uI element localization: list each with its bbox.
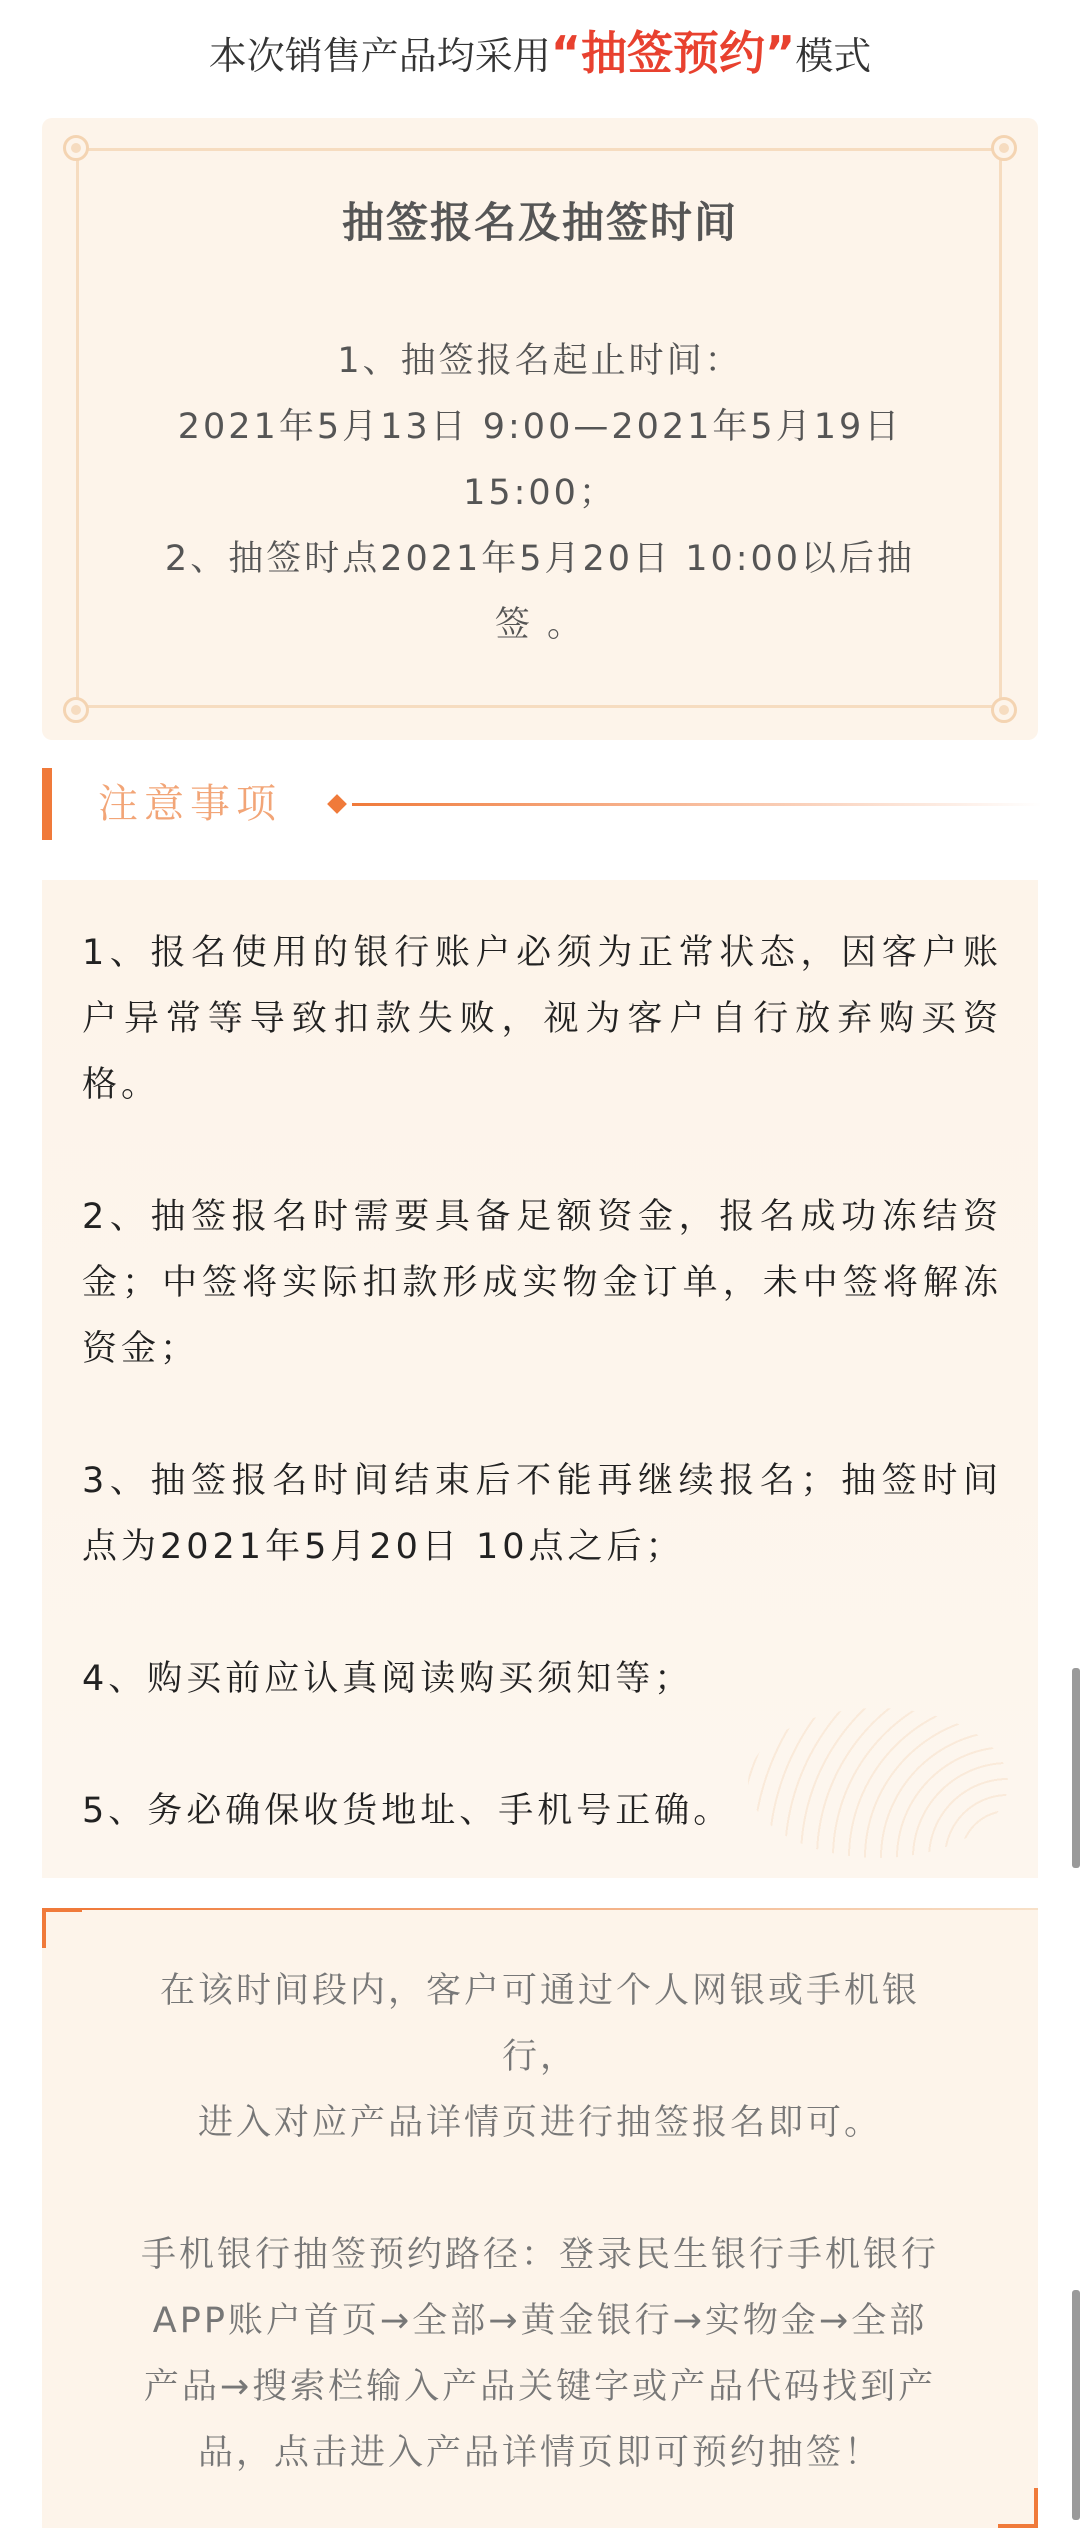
schedule-line: 15:00； xyxy=(463,473,617,513)
schedule-line: 2、抽签时点2021年5月20日 10:00以后抽 xyxy=(164,539,916,579)
headline-accent: “抽签预约” xyxy=(550,26,796,80)
scrollbar-thumb[interactable] xyxy=(1072,1668,1080,1868)
corner-bracket-icon xyxy=(998,2488,1038,2528)
corner-ornament-icon xyxy=(63,135,89,161)
corner-ornament-icon xyxy=(63,697,89,723)
instructions-line: APP账户首页→全部→黄金银行→实物金→全部 xyxy=(152,2301,928,2341)
notice-item: 3、抽签报名时间结束后不能再继续报名；抽签时间点为2021年5月20日 10点之后； xyxy=(82,1461,1002,1567)
corner-ornament-icon xyxy=(991,697,1017,723)
heading-divider xyxy=(352,803,1042,806)
headline-suffix: 模式 xyxy=(795,34,872,78)
instructions-line: 手机银行抽签预约路径：登录民生银行手机银行 xyxy=(140,2235,939,2275)
wave-decoration xyxy=(748,1708,1008,1858)
corner-bracket-icon xyxy=(42,1908,82,1948)
notices-heading xyxy=(42,768,1038,840)
schedule-card xyxy=(42,118,1038,740)
instructions-line: 在该时间段内，客户可通过个人网银或手机银 xyxy=(159,1971,920,2011)
headline-prefix: 本次销售产品均采用 xyxy=(208,34,551,78)
notice-item: 5、务必确保收货地址、手机号正确。 xyxy=(82,1791,733,1831)
instructions-path xyxy=(92,2222,988,2486)
schedule-line: 2021年5月13日 9:00—2021年5月19日 xyxy=(177,407,903,447)
notices-title: 注意事项 xyxy=(98,781,282,827)
instructions-line: 行， xyxy=(501,2037,578,2077)
schedule-line: 1、抽签报名起止时间： xyxy=(337,341,743,381)
schedule-title: 抽签报名及抽签时间 xyxy=(341,198,738,247)
schedule-line: 签 。 xyxy=(494,605,586,645)
page-headline xyxy=(0,18,1080,88)
schedule-body xyxy=(152,328,928,658)
scrollbar-thumb[interactable] xyxy=(1072,2290,1080,2520)
instructions-line: 品，点击进入产品详情页即可预约抽签！ xyxy=(197,2433,882,2473)
notice-item: 4、购买前应认真阅读购买须知等； xyxy=(82,1659,694,1699)
diamond-icon xyxy=(327,794,347,814)
notices-card xyxy=(42,880,1038,1878)
corner-ornament-icon xyxy=(991,135,1017,161)
instructions-paragraph xyxy=(92,1958,988,2156)
instructions-line: 进入对应产品详情页进行抽签报名即可。 xyxy=(197,2103,882,2143)
instructions-card xyxy=(42,1908,1038,2528)
heading-bar xyxy=(42,768,52,840)
instructions-line: 产品→搜索栏输入产品关键字或产品代码找到产 xyxy=(143,2367,937,2407)
notice-item: 2、抽签报名时需要具备足额资金，报名成功冻结资金；中签将实际扣款形成实物金订单，未中签将解冻资金； xyxy=(82,1197,1002,1369)
top-border-line xyxy=(82,1908,1038,1910)
notice-item: 1、报名使用的银行账户必须为正常状态，因客户账户异常等导致扣款失败，视为客户自行放弃购买资格。 xyxy=(82,933,1002,1105)
